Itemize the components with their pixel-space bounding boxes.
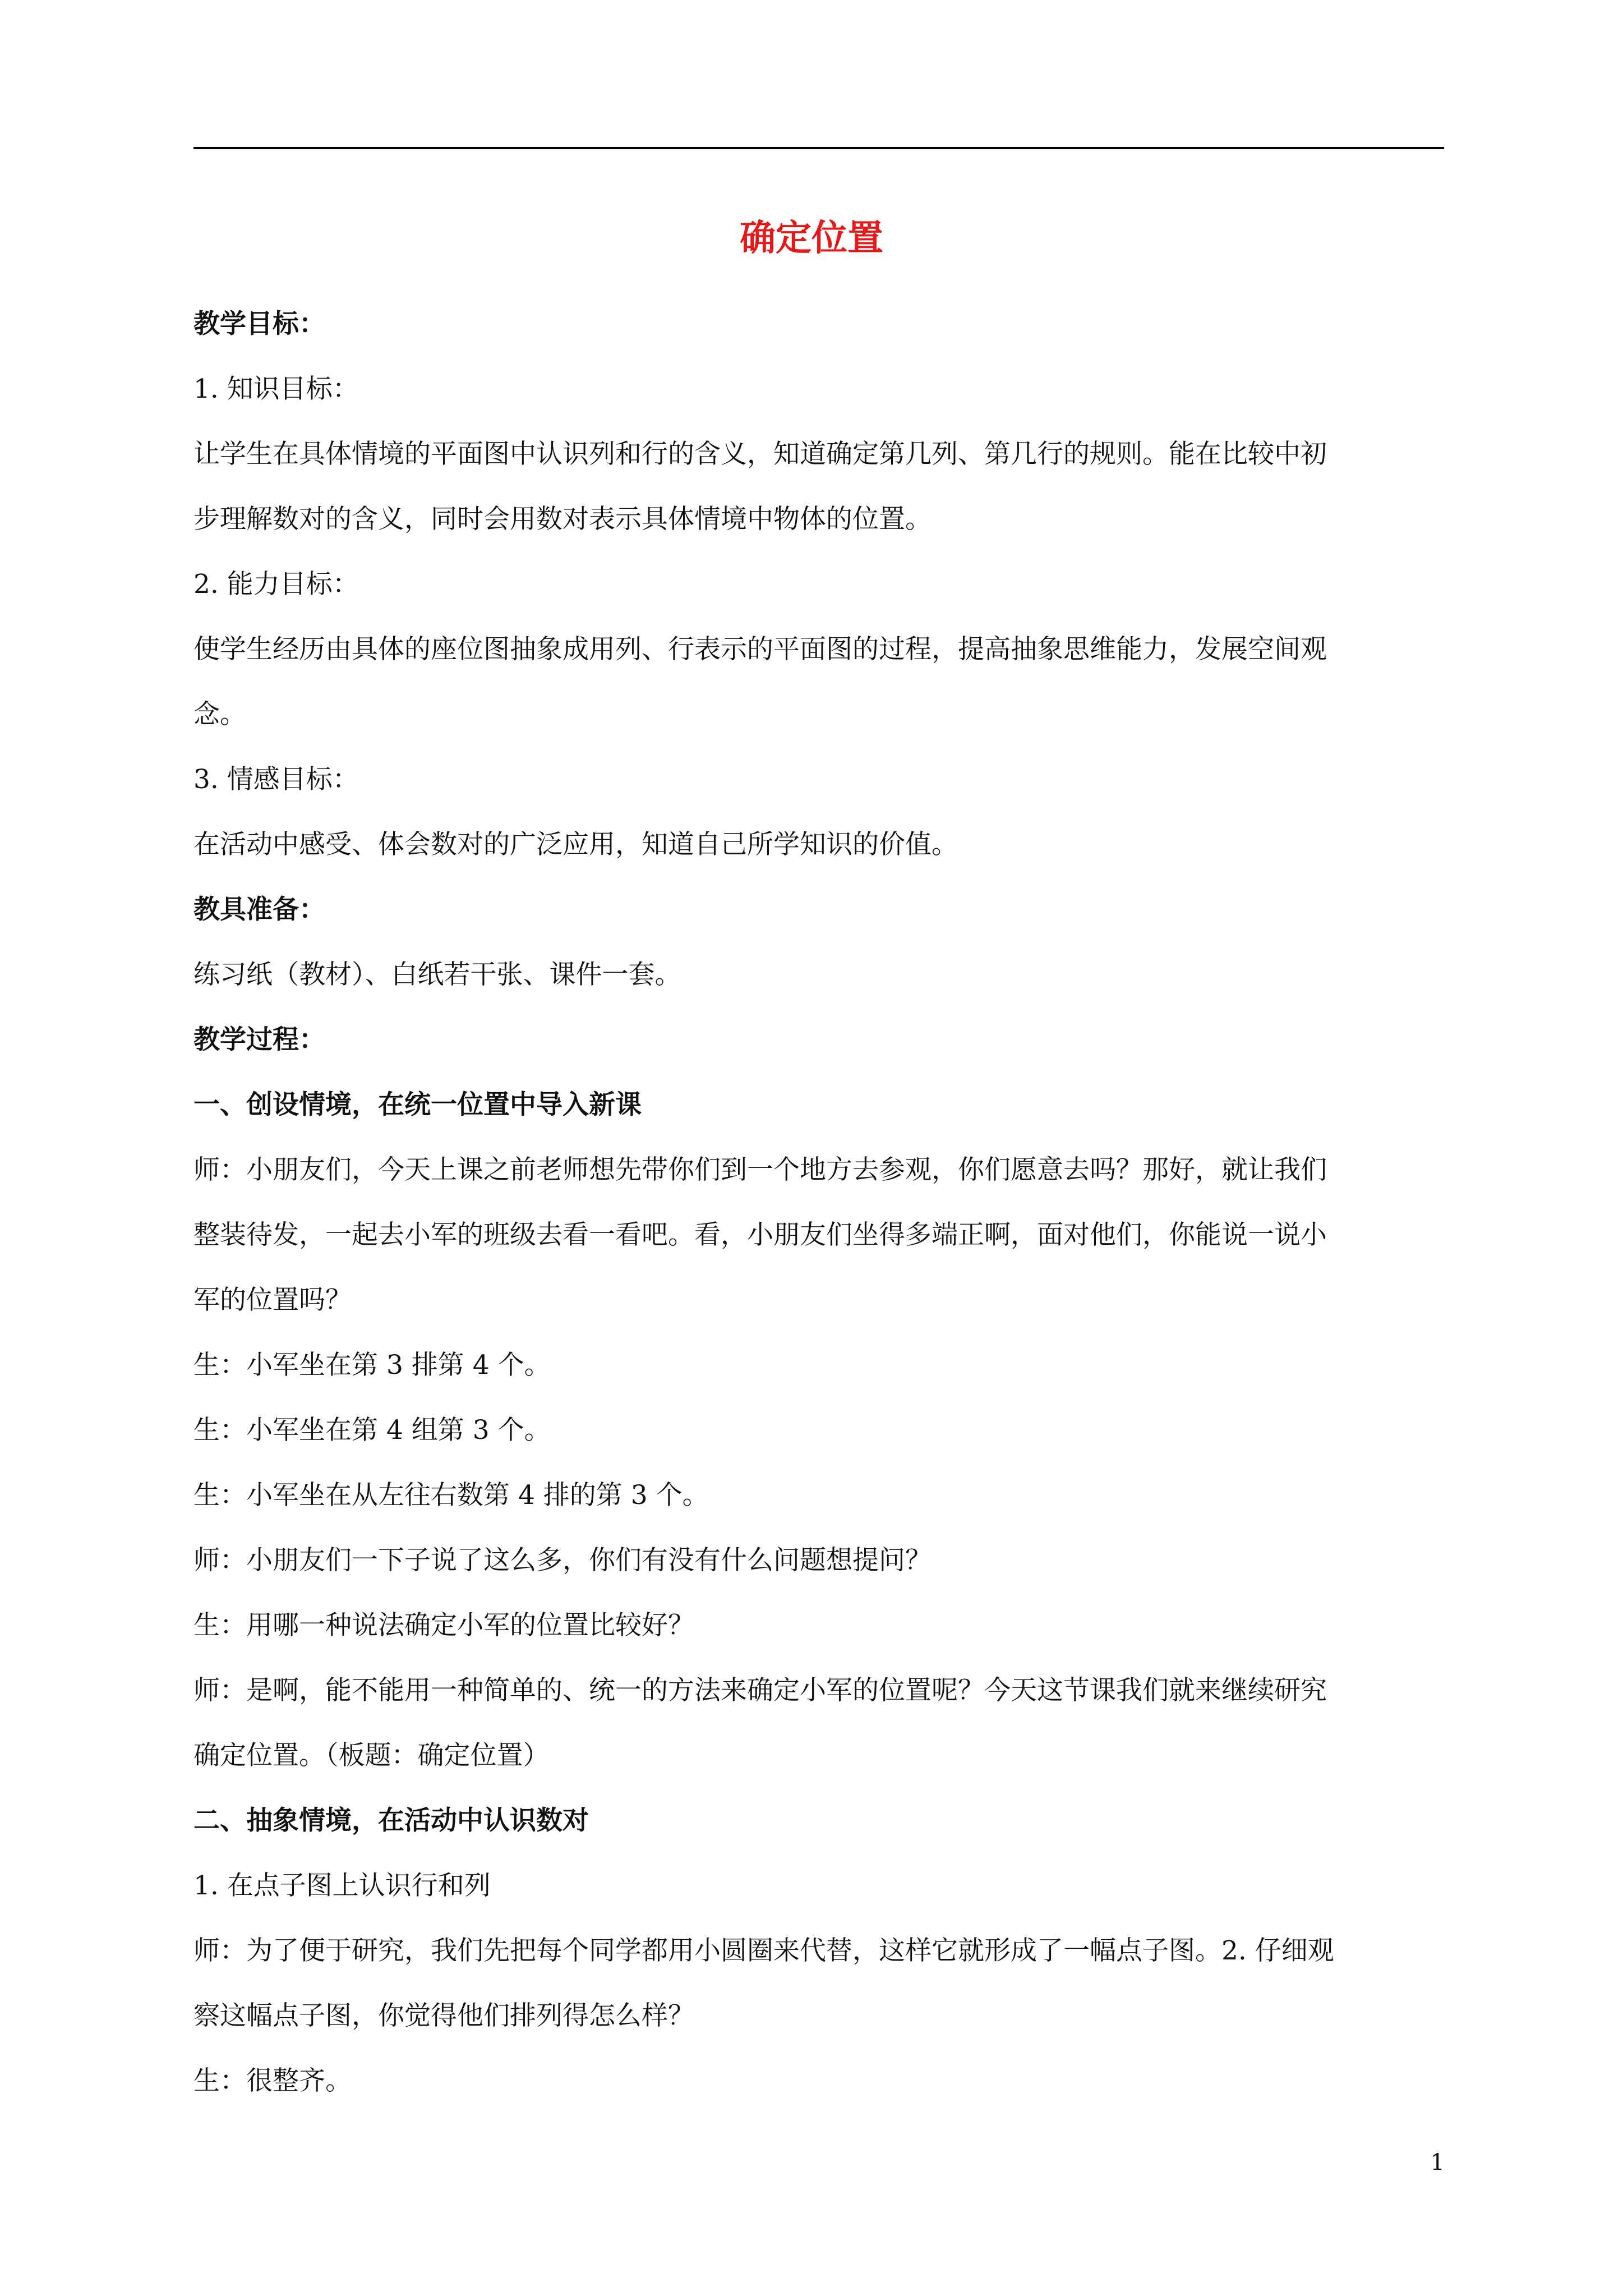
text-line: 生：小军坐在从左往右数第 4 排的第 3 个。 <box>193 1480 709 1511</box>
page-number: 1 <box>1430 2150 1445 2175</box>
text-line: 步理解数对的含义，同时会用数对表示具体情境中物体的位置。 <box>193 504 932 535</box>
text-line: 生：小军坐在第 4 组第 3 个。 <box>193 1415 551 1446</box>
text-line: 师：是啊，能不能用一种简单的、统一的方法来确定小军的位置呢？今天这节课我们就来继续研究 <box>193 1675 1327 1706</box>
text-line: 生：用哪一种说法确定小军的位置比较好？ <box>193 1610 694 1641</box>
document-title: 确定位置 <box>740 217 883 259</box>
text-line: 练习纸（教材）、白纸若干张、课件一套。 <box>193 959 681 990</box>
text-line: 整装待发，一起去小军的班级去看一看吧。看，小朋友们坐得多端正啊，面对他们，你能说一说小 <box>193 1220 1327 1250</box>
text-line: 军的位置吗？ <box>193 1285 352 1315</box>
text-line: 使学生经历由具体的座位图抽象成用列、行表示的平面图的过程，提高抽象思维能力，发展空间观 <box>193 634 1327 665</box>
text-line: 生：小军坐在第 3 排第 4 个。 <box>193 1350 551 1381</box>
text-line: 一、创设情境，在统一位置中导入新课 <box>193 1089 642 1120</box>
text-line: 念。 <box>193 699 246 730</box>
text-line: 1. 知识目标： <box>193 374 359 404</box>
text-line: 师：小朋友们，今天上课之前老师想先带你们到一个地方去参观，你们愿意去吗？那好，就让我们 <box>193 1154 1327 1185</box>
header-rule <box>193 147 1444 149</box>
text-line: 1. 在点子图上认识行和列 <box>193 1870 491 1901</box>
text-line: 2. 能力目标： <box>193 569 359 600</box>
text-line: 教学过程： <box>193 1024 325 1055</box>
text-line: 察这幅点子图，你觉得他们排列得怎么样？ <box>193 2000 694 2031</box>
text-line: 生：很整齐。 <box>193 2065 352 2096</box>
text-line: 师：为了便于研究，我们先把每个同学都用小圆圈来代替，这样它就形成了一幅点子图。2. 仔细观 <box>193 1935 1334 1966</box>
text-line: 师：小朋友们一下子说了这么多，你们有没有什么问题想提问？ <box>193 1545 932 1576</box>
text-line: 3. 情感目标： <box>193 764 359 795</box>
document-body <box>193 292 1444 2114</box>
text-line: 教具准备： <box>193 894 325 925</box>
text-line: 确定位置。（板题：确定位置） <box>193 1740 550 1771</box>
text-line: 二、抽象情境，在活动中认识数对 <box>193 1805 589 1836</box>
text-line: 在活动中感受、体会数对的广泛应用，知道自己所学知识的价值。 <box>193 829 958 860</box>
text-line: 让学生在具体情境的平面图中认识列和行的含义，知道确定第几列、第几行的规则。能在比较中初 <box>193 439 1327 470</box>
text-line: 教学目标： <box>193 309 325 339</box>
